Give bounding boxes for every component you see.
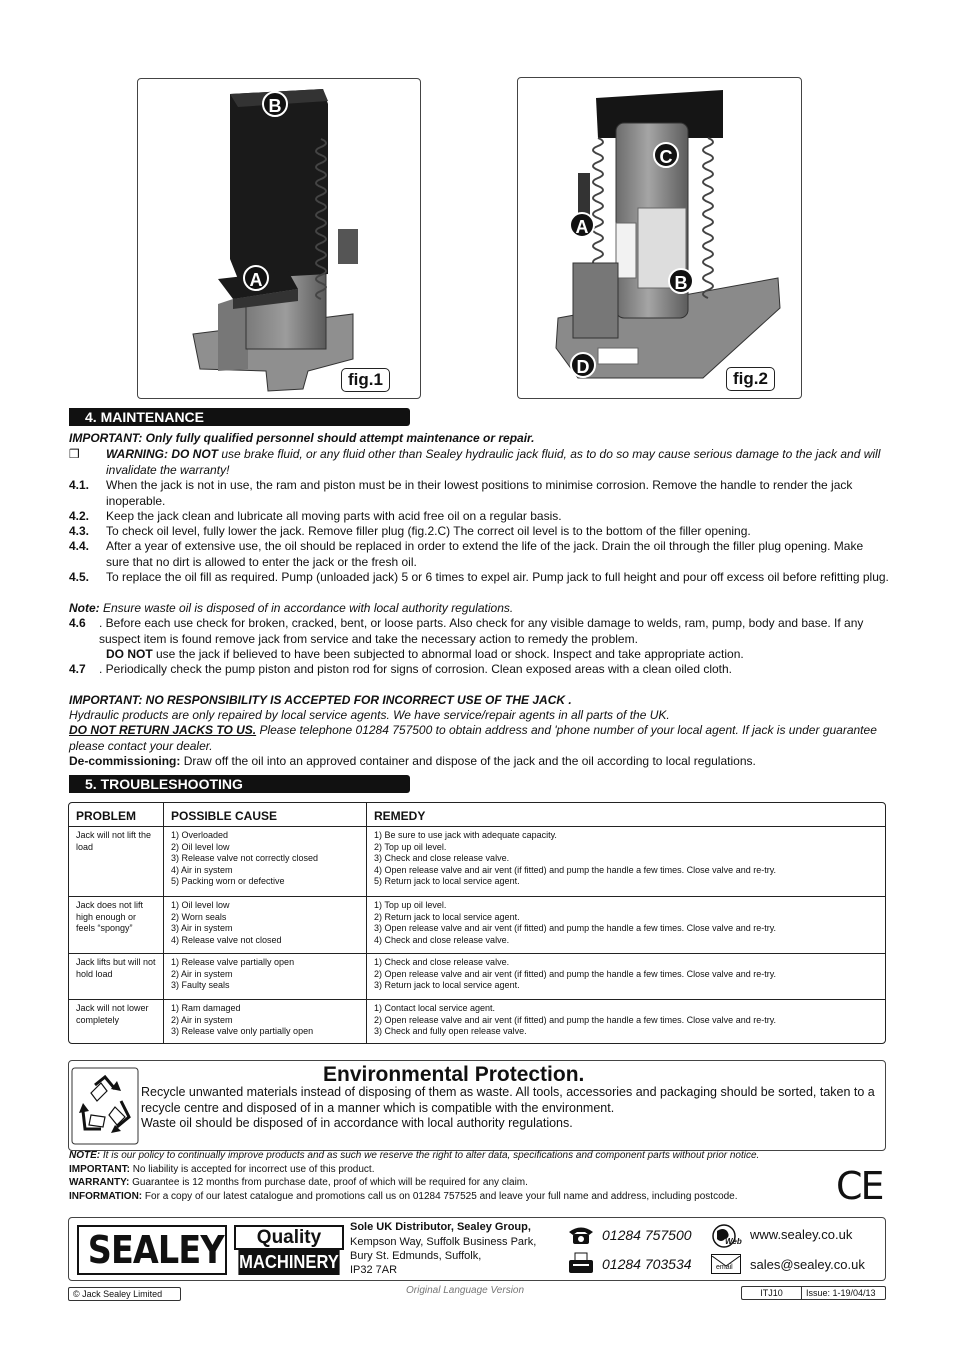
item-text: To check oil level, fully lower the jack. Remove filler plug (fig.2.C) The correct oil level is to the bottom of the filler opening. <box>106 524 751 538</box>
maintenance-item-4-5 <box>69 570 889 586</box>
do-not-return-text: Please telephone 01284 757500 to obtain address and 'phone number of your local agent. If jack is under guarantee please contact your dealer. <box>69 723 877 753</box>
item-number: 4.4. <box>69 539 90 553</box>
toe-jack-illustration-fig2 <box>518 78 802 399</box>
email-icon-label: email <box>716 1264 733 1271</box>
table-header-row <box>69 803 885 827</box>
item-text: When the jack is not in use, the ram and piston must be in their lowest positions to minimise corrosion. Remove the handle to render the jack inoperable. <box>106 478 853 508</box>
sealey-logo-text: SEALEY <box>87 1228 224 1272</box>
hydraulic-repair-statement: Hydraulic products are only repaired by local service agents. We have service/repair agents in all parts of the UK. <box>69 708 670 722</box>
copyright-box: © Jack Sealey Limited <box>68 1287 181 1301</box>
item-number: 4.7 <box>69 662 86 676</box>
cause-line: 4) Release valve not closed <box>171 934 282 945</box>
maintenance-important: IMPORTANT: Only fully qualified personnel should attempt maintenance or repair. <box>69 431 535 445</box>
decommissioning-statement <box>69 754 756 770</box>
cause-line: 4) Air in system <box>171 864 233 875</box>
maintenance-item-4-6-dont <box>69 647 889 663</box>
problem-cell: Jack lifts but will not hold load <box>69 954 163 1000</box>
remedy-line: 1) Be sure to use jack with adequate capacity. <box>374 830 557 840</box>
maintenance-item-4-2 <box>69 509 889 525</box>
cause-line: 1) Ram damaged <box>171 1003 241 1013</box>
maintenance-item-4-3 <box>69 524 889 540</box>
environment-title: Environmental Protection. <box>323 1063 585 1086</box>
ce-mark: CE <box>836 1164 883 1208</box>
do-not-return-lead: DO NOT RETURN JACKS TO US. <box>69 723 257 737</box>
toe-jack-illustration-fig1 <box>138 79 421 399</box>
item-number: 4.5. <box>69 570 90 584</box>
fig1-label: fig.1 <box>341 368 390 392</box>
legal-information <box>69 1190 738 1203</box>
responsibility-statement: IMPORTANT: NO RESPONSIBILITY IS ACCEPTED FOR INCORRECT USE OF THE JACK . <box>69 693 572 707</box>
fig2-label: fig.2 <box>726 367 775 391</box>
distributor-name: Sole UK Distributor, Sealey Group, <box>350 1221 531 1233</box>
fig1-callout-b: B <box>262 91 288 117</box>
environment-line-1: Recycle unwanted materials instead of disposing of them as waste. All tools, accessories and packaging should be sorted, taken to a recycle centre and disposed of in a manner which is compatible with the environment. <box>141 1085 875 1115</box>
quality-machinery-logo <box>234 1225 344 1275</box>
remedy-line: 3) Check and close release valve. <box>374 853 510 864</box>
do-not-return-statement <box>69 723 889 754</box>
maintenance-item-4-1 <box>69 478 889 509</box>
address-line-1: Kempson Way, Suffolk Business Park, <box>350 1236 537 1248</box>
remedy-line: 2) Open release valve and air vent (if fitted) and pump the handle a few times. Close valve and re-try. <box>374 1014 777 1025</box>
environmental-protection-box <box>68 1060 886 1151</box>
cause-line: 2) Worn seals <box>171 911 227 922</box>
remedy-line: 1) Check and close release valve. <box>374 957 510 967</box>
cause-line: 2) Air in system <box>171 1014 233 1025</box>
maintenance-warning <box>69 447 889 478</box>
remedy-line: 4) Check and close release valve. <box>374 934 510 945</box>
email-link[interactable]: sales@sealey.co.uk <box>750 1257 865 1272</box>
remedy-cell <box>366 1000 885 1043</box>
maintenance-note <box>69 601 513 617</box>
problem-cell: Jack does not lift high enough or feels “spongy” <box>69 897 163 954</box>
fig2-callout-b: B <box>668 268 694 294</box>
figure-1 <box>137 78 421 399</box>
legal-warranty-lead: WARRANTY: <box>69 1177 130 1188</box>
legal-information-lead: INFORMATION: <box>69 1191 143 1202</box>
remedy-line: 1) Contact local service agent. <box>374 1003 496 1013</box>
table-row <box>69 827 885 897</box>
telephone-icon <box>567 1225 595 1245</box>
maintenance-item-4-7 <box>69 662 889 678</box>
item-text: . Before each use check for broken, cracked, bent, or loose parts. Also check for any visible damage to welds, ram, pump, body and base. If any suspect item is found remove jack from service and take the necessary action to remedy the problem. <box>99 616 864 646</box>
maintenance-item-4-6 <box>69 616 889 647</box>
problem-cell: Jack will not lift the load <box>69 827 163 897</box>
remedy-line: 3) Open release valve and air vent (if fitted) and pump the handle a few times. Close valve and re-try. <box>374 923 777 934</box>
cause-line: 2) Oil level low <box>171 841 230 852</box>
web-icon-label: Web <box>725 1237 742 1246</box>
legal-important-lead: IMPORTANT: <box>69 1164 130 1175</box>
legal-note <box>69 1149 759 1162</box>
do-not-text: use the jack if believed to have been subjected to abnormal load or shock. Inspect and take appropriate action. <box>152 647 744 661</box>
maintenance-heading: 4. MAINTENANCE <box>69 408 410 426</box>
cause-line: 3) Release valve not correctly closed <box>171 853 319 864</box>
remedy-line: 2) Top up oil level. <box>374 841 447 852</box>
remedy-line: 3) Check and fully open release valve. <box>374 1026 527 1037</box>
legal-note-text: It is our policy to continually improve products and as such we reserve the right to alter data, specifications and component parts without prior notice. <box>100 1150 760 1161</box>
item-number: 4.3. <box>69 524 90 538</box>
fax-icon <box>567 1252 595 1274</box>
issue-number: Issue: 1-19/04/13 <box>801 1286 886 1300</box>
warning-lead: WARNING: DO NOT <box>106 447 218 461</box>
maintenance-item-4-4 <box>69 539 889 570</box>
cause-line: 1) Overloaded <box>171 830 229 840</box>
phone-number[interactable]: 01284 757500 <box>602 1227 692 1243</box>
cause-cell <box>163 897 366 954</box>
sealey-logo <box>77 1225 227 1275</box>
legal-note-lead: NOTE: <box>69 1150 101 1161</box>
model-number: ITJ10 <box>741 1286 801 1300</box>
cause-line: 5) Packing worn or defective <box>171 876 285 887</box>
cause-line: 3) Faulty seals <box>171 980 230 991</box>
troubleshooting-heading: 5. TROUBLESHOOTING <box>69 775 410 793</box>
quality-text: Quality <box>234 1225 344 1250</box>
header-problem: PROBLEM <box>69 803 163 827</box>
remedy-line: 2) Open release valve and air vent (if fitted) and pump the handle a few times. Close valve and re-try. <box>374 968 777 979</box>
cause-line: 3) Air in system <box>171 923 233 934</box>
legal-warranty-text: Guarantee is 12 months from purchase date, proof of which will be required for any claim. <box>129 1177 528 1188</box>
legal-information-text: For a copy of our latest catalogue and promotions call us on 01284 757525 and leave your full name and address, including postcode. <box>142 1191 738 1202</box>
warning-bullet: ❒ <box>69 447 80 461</box>
fig2-callout-c: C <box>653 142 679 168</box>
decommissioning-text: Draw off the oil into an approved container and dispose of the jack and the oil according to local regulations. <box>180 754 756 768</box>
fig1-callout-a: A <box>243 265 269 291</box>
remedy-line: 3) Return jack to local service agent. <box>374 980 520 991</box>
table-row <box>69 954 885 1000</box>
remedy-line: 2) Return jack to local service agent. <box>374 911 520 922</box>
remedy-cell <box>366 827 885 897</box>
remedy-line: 5) Return jack to local service agent. <box>374 876 520 887</box>
environment-line-2: Waste oil should be disposed of in accordance with local authority regulations. <box>141 1116 573 1130</box>
item-text: . Periodically check the pump piston and piston rod for signs of corrosion. Clean exposed areas with a clean oiled cloth. <box>99 662 733 676</box>
table-row <box>69 1000 885 1043</box>
address-line-2: Bury St. Edmunds, Suffolk, <box>350 1250 482 1262</box>
cause-cell <box>163 1000 366 1043</box>
machinery-text: MACHINERY <box>238 1250 339 1275</box>
cause-line: 1) Oil level low <box>171 900 230 910</box>
warning-text: use brake fluid, or any fluid other than Sealey hydraulic jack fluid, as to do so may cause serious damage to the jack and will invalidate the warranty! <box>106 447 881 477</box>
fig2-callout-a: A <box>569 212 595 238</box>
web-icon <box>711 1223 745 1249</box>
item-text: After a year of extensive use, the oil should be replaced in order to extend the life of the jack. Drain the oil through the filler plug opening. Make sure that no dirt is allowed to enter the jack or the fresh oil. <box>106 539 864 569</box>
note-text: Ensure waste oil is disposed of in accordance with local authority regulations. <box>99 601 514 615</box>
remedy-line: 1) Top up oil level. <box>374 900 447 910</box>
note-lead: Note: <box>69 601 100 615</box>
legal-warranty <box>69 1176 528 1189</box>
item-number: 4.1. <box>69 478 90 492</box>
remedy-cell <box>366 897 885 954</box>
remedy-cell <box>366 954 885 1000</box>
fig2-callout-d: D <box>570 352 596 378</box>
original-language-version: Original Language Version <box>406 1285 525 1296</box>
legal-important-text: No liability is accepted for incorrect use of this product. <box>129 1164 375 1175</box>
cause-line: 3) Release valve only partially open <box>171 1026 314 1037</box>
cause-cell <box>163 954 366 1000</box>
figure-2 <box>517 77 802 399</box>
legal-important <box>69 1163 374 1176</box>
cause-cell <box>163 827 366 897</box>
cause-line: 2) Air in system <box>171 968 233 979</box>
table-row <box>69 897 885 954</box>
footer-contact-box <box>68 1217 886 1281</box>
item-number: 4.6 <box>69 616 86 630</box>
recycle-icon <box>71 1067 139 1145</box>
item-text: Keep the jack clean and lubricate all moving parts with acid free oil on a regular basis. <box>106 509 562 523</box>
fax-number[interactable]: 01284 703534 <box>602 1256 692 1272</box>
problem-cell: Jack will not lower completely <box>76 1003 149 1025</box>
website-link[interactable]: www.sealey.co.uk <box>750 1227 853 1242</box>
do-not-lead: DO NOT <box>106 647 153 661</box>
header-possible-cause: POSSIBLE CAUSE <box>163 803 366 827</box>
troubleshooting-table <box>68 802 886 1044</box>
decommissioning-lead: De-commissioning: <box>69 754 181 768</box>
cause-line: 1) Release valve partially open <box>171 957 295 967</box>
header-remedy: REMEDY <box>366 803 885 827</box>
address-line-3: IP32 7AR <box>350 1264 398 1276</box>
item-number: 4.2. <box>69 509 90 523</box>
email-icon <box>711 1254 741 1274</box>
remedy-line: 4) Open release valve and air vent (if fitted) and pump the handle a few times. Close valve and re-try. <box>374 864 777 875</box>
item-text: To replace the oil fill as required. Pump (unloaded jack) 5 or 6 times to expel air. Pump jack to full height and pour off excess oil before refitting plug. <box>106 570 889 584</box>
